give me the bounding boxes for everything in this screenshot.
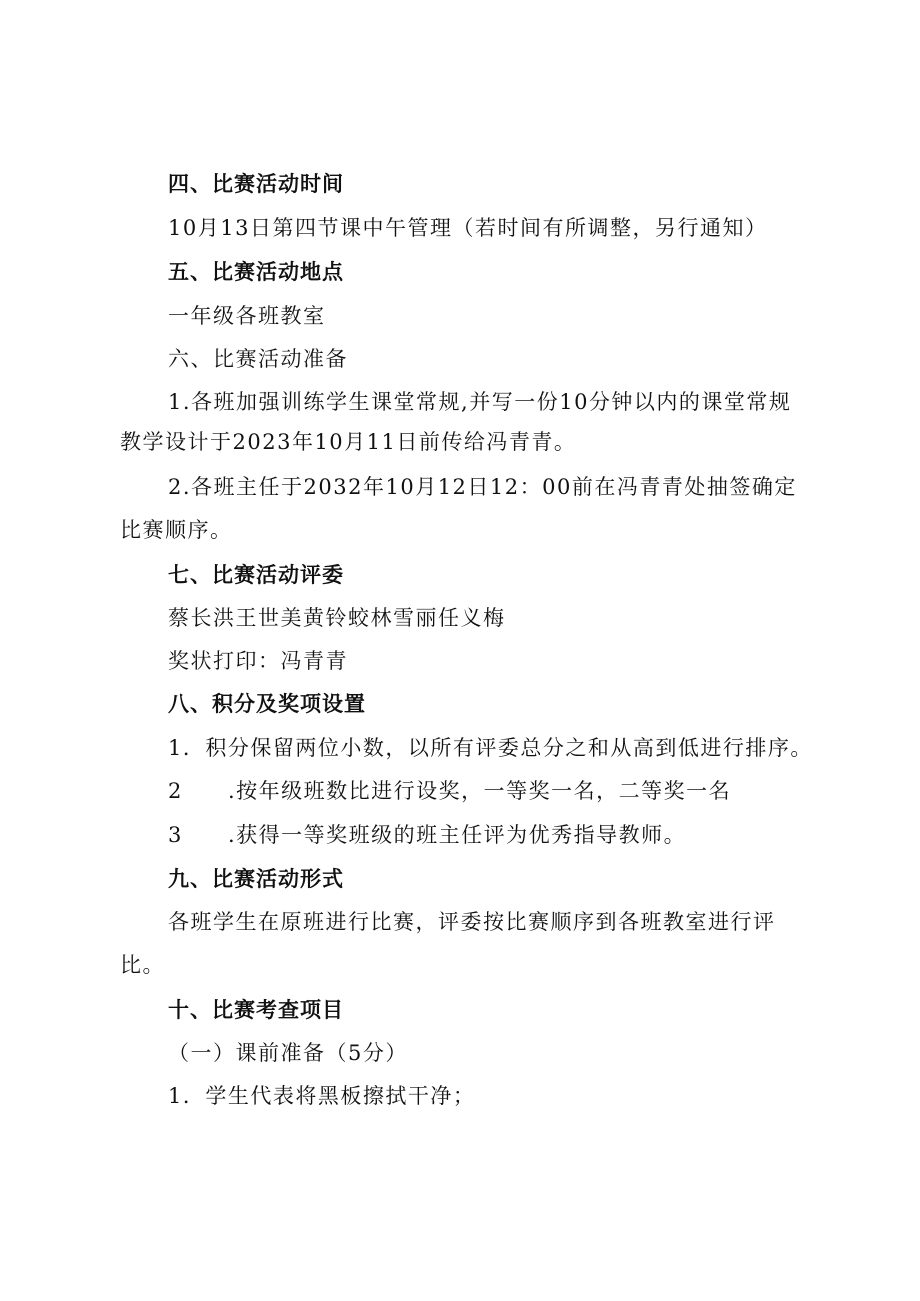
section-8-item-1: 1．积分保留两位小数，以所有评委总分之和从高到低进行排序。: [168, 736, 813, 760]
section-8-item-3-number: 3: [168, 823, 183, 847]
section-6-item-2-line-2: 比赛顺序。: [120, 518, 233, 542]
section-8-item-2-text: .按年级班数比进行设奖，一等奖一名，二等奖一名: [228, 779, 732, 803]
section-8-item-2-number: 2: [168, 779, 183, 803]
section-5-text: 一年级各班教室: [168, 304, 326, 328]
section-4-text: 10月13日第四节课中午管理（若时间有所调整，另行通知）: [168, 216, 768, 240]
section-10-subheading-1: （一）课前准备（5分）: [168, 1041, 408, 1065]
section-4-heading: 四、比赛活动时间: [168, 172, 344, 196]
section-7-judges: 蔡长洪王世美黄铃蛟林雪丽任义梅: [168, 606, 506, 630]
section-6-item-1-line-1: 1.各班加强训练学生课堂常规,并写一份10分钟以内的课堂常规: [168, 390, 792, 414]
section-7-heading: 七、比赛活动评委: [168, 563, 344, 587]
section-8-heading: 八、积分及奖项设置: [168, 692, 366, 716]
section-9-heading: 九、比赛活动形式: [168, 867, 344, 891]
section-9-line-1: 各班学生在原班进行比赛，评委按比赛顺序到各班教室进行评: [168, 910, 776, 934]
section-6-item-1-line-2: 教学设计于2023年10月11日前传给冯青青。: [120, 430, 577, 454]
section-8-item-3-text: .获得一等奖班级的班主任评为优秀指导教师。: [228, 823, 687, 847]
section-9-line-2: 比。: [120, 953, 165, 977]
section-5-heading: 五、比赛活动地点: [168, 260, 344, 284]
section-6-item-2-line-1: 2.各班主任于2032年10月12日12：00前在冯青青处抽签确定: [168, 475, 797, 499]
section-6-heading: 六、比赛活动准备: [168, 347, 348, 371]
section-10-heading: 十、比赛考查项目: [168, 998, 344, 1022]
section-10-item-1: 1．学生代表将黑板擦拭干净；: [168, 1084, 476, 1108]
section-7-certificate-printing: 奖状打印：冯青青: [168, 649, 348, 673]
